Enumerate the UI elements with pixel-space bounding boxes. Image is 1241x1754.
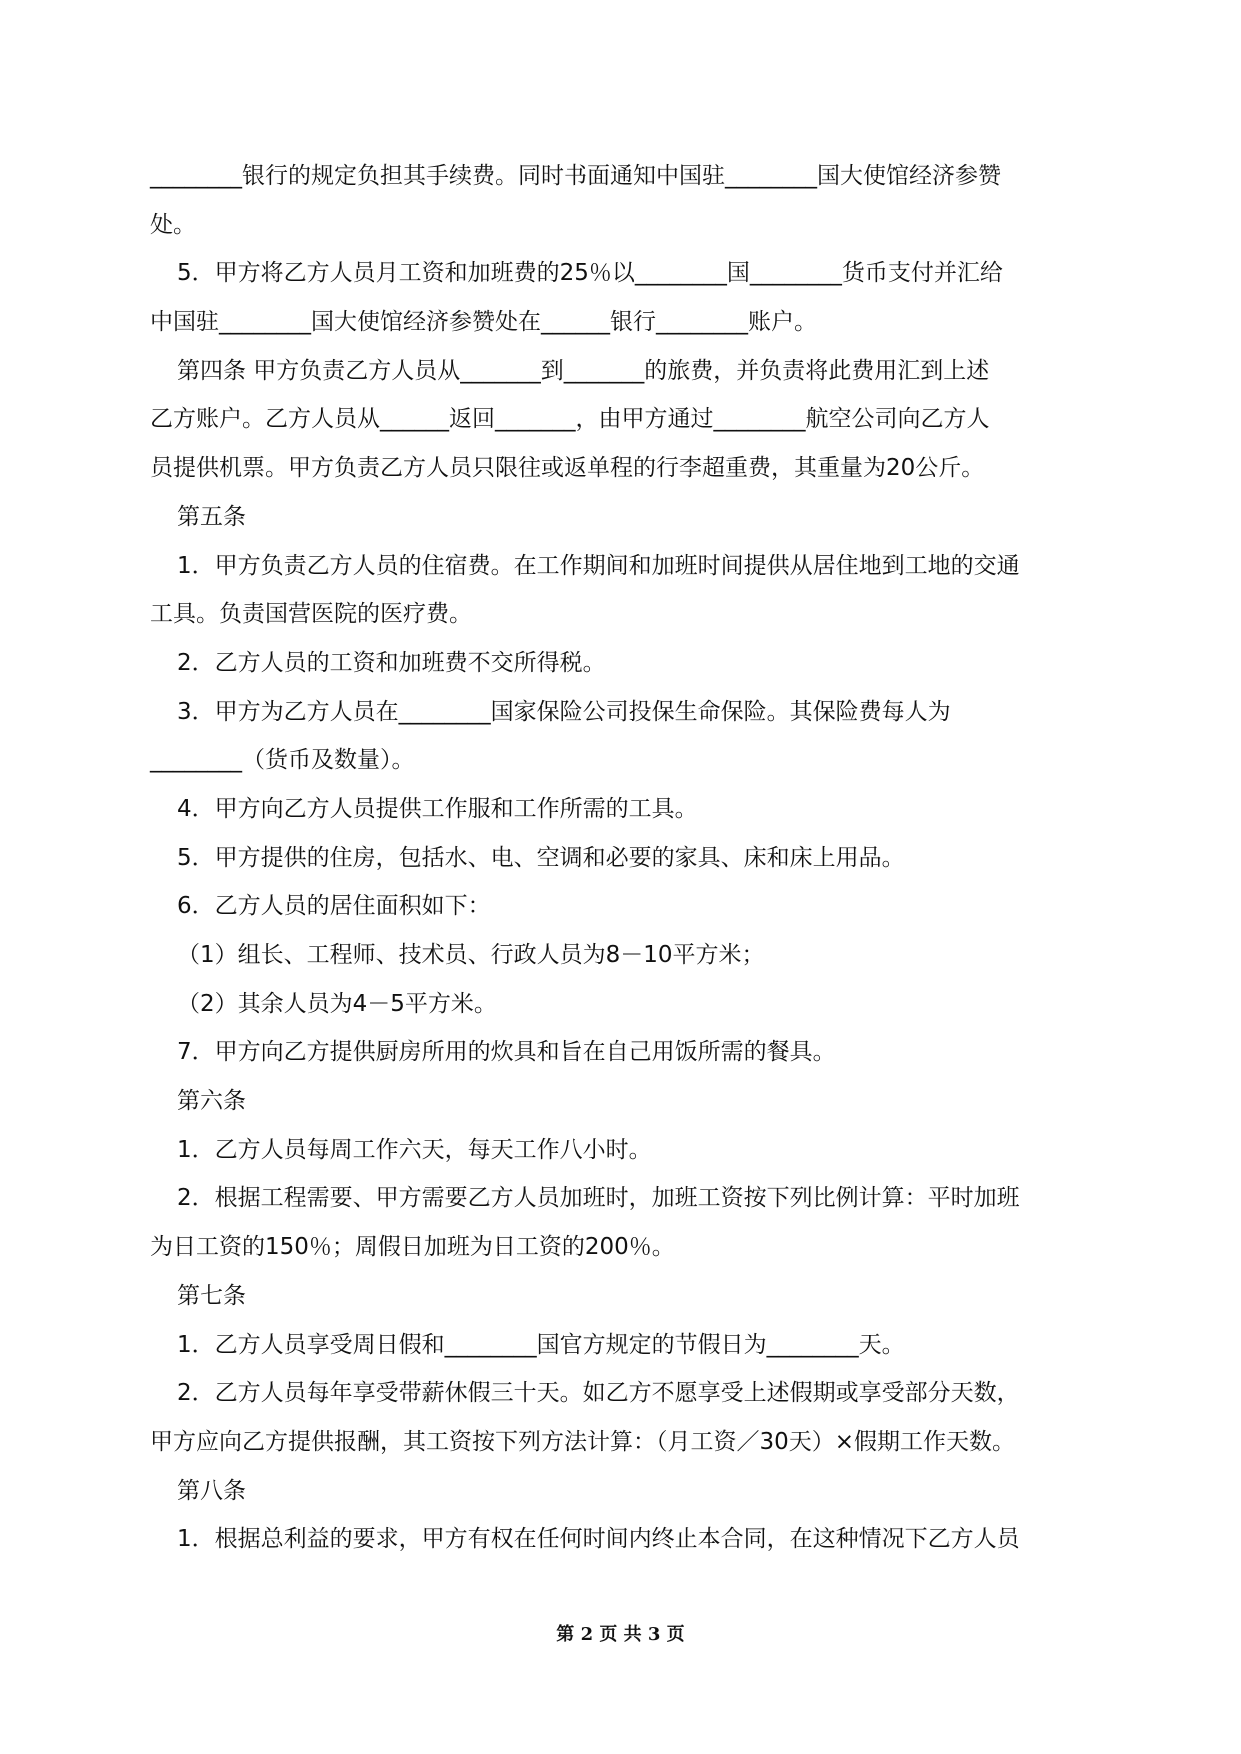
text-line: 5．甲方将乙方人员月工资和加班费的25％以________国________货币支付并汇给 <box>177 260 1003 287</box>
text-line: 第五条 <box>177 503 246 530</box>
text-line: 2．根据工程需要、甲方需要乙方人员加班时，加班工资按下列比例计算：平时加班 <box>177 1185 1020 1212</box>
text-line: ________银行的规定负担其手续费。同时书面通知中国驻________国大使馆经济参赞 <box>150 163 1001 189</box>
text-line: 1．根据总利益的要求，甲方有权在任何时间内终止本合同，在这种情况下乙方人员 <box>177 1526 1020 1553</box>
text-line: 1．甲方负责乙方人员的住宿费。在工作期间和加班时间提供从居住地到工地的交通 <box>177 552 1020 579</box>
text-line: 第八条 <box>177 1477 246 1504</box>
text-line: 第四条 甲方负责乙方人员从_______到_______的旅费，并负责将此费用汇到上述 <box>177 357 990 384</box>
text-line: 2．乙方人员每年享受带薪休假三十天。如乙方不愿享受上述假期或享受部分天数， <box>177 1380 1020 1407</box>
text-line: （1）组长、工程师、技术员、行政人员为8－10平方米； <box>177 942 765 968</box>
text-line: 处。 <box>150 211 196 238</box>
text-line: 5．甲方提供的住房，包括水、电、空调和必要的家具、床和床上用品。 <box>177 844 905 871</box>
text-line: ________（货币及数量）。 <box>150 747 415 774</box>
text-line: （2）其余人员为4－5平方米。 <box>177 990 497 1017</box>
text-line: 第七条 <box>177 1282 246 1309</box>
text-line: 4．甲方向乙方人员提供工作服和工作所需的工具。 <box>177 795 698 822</box>
text-line: 第六条 <box>177 1088 246 1115</box>
text-line: 工具。负责国营医院的医疗费。 <box>150 601 472 628</box>
text-line: 6．乙方人员的居住面积如下： <box>177 893 491 920</box>
text-line: 2．乙方人员的工资和加班费不交所得税。 <box>177 649 606 676</box>
text-line: 为日工资的150％；周假日加班为日工资的200％。 <box>150 1234 675 1261</box>
text-line: 中国驻________国大使馆经济参赞处在______银行________账户。 <box>150 309 817 336</box>
text-line: 7．甲方向乙方提供厨房所用的炊具和旨在自己用饭所需的餐具。 <box>177 1039 836 1066</box>
text-line: 甲方应向乙方提供报酬，其工资按下列方法计算：（月工资／30天）×假期工作天数。 <box>150 1428 1016 1455</box>
page-number-footer: 第 2 页 共 3 页 <box>556 1624 685 1645</box>
text-line: 1．乙方人员每周工作六天，每天工作八小时。 <box>177 1136 652 1163</box>
text-line: 1．乙方人员享受周日假和________国官方规定的节假日为________天。 <box>177 1331 905 1358</box>
text-line: 员提供机票。甲方负责乙方人员只限往或返单程的行李超重费，其重量为20公斤。 <box>150 455 985 482</box>
text-line: 3．甲方为乙方人员在________国家保险公司投保生命保险。其保险费每人为 <box>177 698 951 725</box>
contract-body <box>150 152 1090 1564</box>
text-line: 乙方账户。乙方人员从______返回_______，由甲方通过________航空公司向乙方人 <box>150 406 990 433</box>
